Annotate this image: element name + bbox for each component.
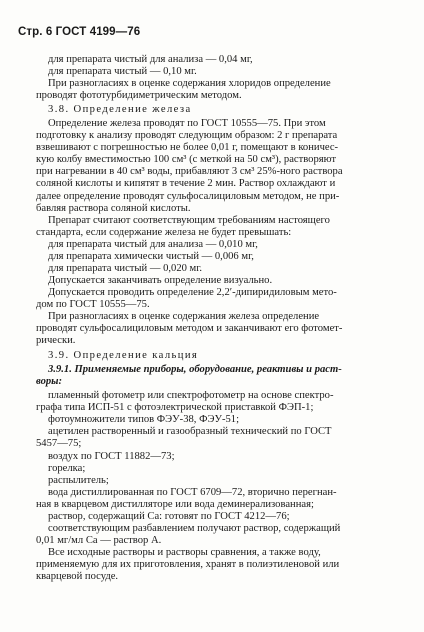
text-line: Определение железа проводят по ГОСТ 10555—75. При этом [48, 118, 326, 130]
text-line: При разногласиях в оценке содержания железа определение [48, 310, 320, 322]
section-heading: 3.8. Определение железа [48, 104, 192, 116]
text-line: При разногласиях в оценке содержания хлоридов определение [48, 78, 331, 90]
text-line: раствор, содержащий Са: готовят по ГОСТ 4212—76; [48, 510, 290, 522]
text-line: для препарата чистый — 0,020 мг. [48, 262, 203, 274]
text-line: графа типа ИСП-51 с фотоэлектрической приставкой ФЭП-1; [36, 402, 314, 414]
text-line: распылитель; [48, 474, 109, 486]
text-line: вода дистиллированная по ГОСТ 6709—72, вторично перегнан- [48, 486, 337, 498]
text-line: для препарата чистый для анализа — 0,04 мг, [48, 54, 253, 65]
text-line: дом по ГОСТ 10555—75. [36, 298, 150, 310]
text-line: для препарата чистый — 0,10 мг. [48, 66, 197, 78]
text-line: горелка; [48, 462, 86, 474]
text-line: для препарата химически чистый — 0,006 мг, [48, 250, 254, 262]
text-line: проводят сульфосалициловым методом и заканчивают его фотомет- [36, 323, 343, 335]
text-line: рически. [36, 335, 76, 347]
text-line: при нагревании в 40 см³ воды, прибавляют 3 см³ 25%-ного раствора [36, 166, 343, 178]
text-line: кварцевой посуде. [36, 570, 119, 582]
text-line: ацетилен растворенный и газообразный технический по ГОСТ [48, 426, 332, 438]
text-line: для препарата чистый для анализа — 0,010 мг, [48, 238, 258, 250]
text-line: применяемую для их приготовления, хранят в полиэтиленовой или [36, 558, 340, 570]
text-line: воздух по ГОСТ 11882—73; [48, 450, 175, 462]
text-line: Допускается заканчивать определение визуально. [48, 274, 273, 286]
text-line: Все исходные растворы и растворы сравнения, а также воду, [48, 546, 321, 558]
document-body [36, 54, 402, 583]
text-line: подготовку к анализу проводят следующим образом: 2 г препарата [36, 130, 338, 142]
text-line: 3.9.1. Применяемые приборы, оборудование, реактивы и раст- [48, 364, 342, 376]
text-line: воры: [36, 376, 63, 388]
text-line: ная в кварцевом дистилляторе или вода деминерализованная; [36, 498, 314, 510]
text-line: бавляя раствора соляной кислоты. [36, 202, 191, 214]
section-heading: 3.9. Определение кальция [48, 350, 199, 362]
text-line: далее определение проводят сульфосалициловым методом, не при- [36, 190, 340, 202]
text-line: взвешивают с погрешностью не более 0,01 г, помещают в коничес- [36, 142, 339, 154]
text-line: проводят фототурбидиметрическим методом. [36, 90, 242, 102]
page-header: Стр. 6 ГОСТ 4199—76 [18, 26, 141, 38]
text-line: кую колбу вместимостью 100 см³ (с меткой на 50 см³), растворяют [36, 154, 337, 166]
text-line: соляной кислоты и кипятят в течение 2 мин. Раствор охлаждают и [36, 178, 336, 190]
text-line: Допускается проводить определение 2,2′-дипиридиловым мето- [48, 286, 337, 298]
text-line: соответствующим разбавлением получают раствор, содержащий [48, 522, 341, 534]
text-line: пламенный фотометр или спектрофотометр на основе спектро- [48, 390, 334, 402]
text-line: 0,01 мг/мл Са — раствор А. [36, 534, 162, 546]
text-line: 5457—75; [36, 438, 82, 450]
text-line: Препарат считают соответствующим требованиям настоящего [48, 214, 330, 226]
text-line: стандарта, если содержание железа не будет превышать: [36, 226, 292, 238]
text-line: фотоумножители типов ФЭУ-38, ФЭУ-51; [48, 414, 240, 426]
